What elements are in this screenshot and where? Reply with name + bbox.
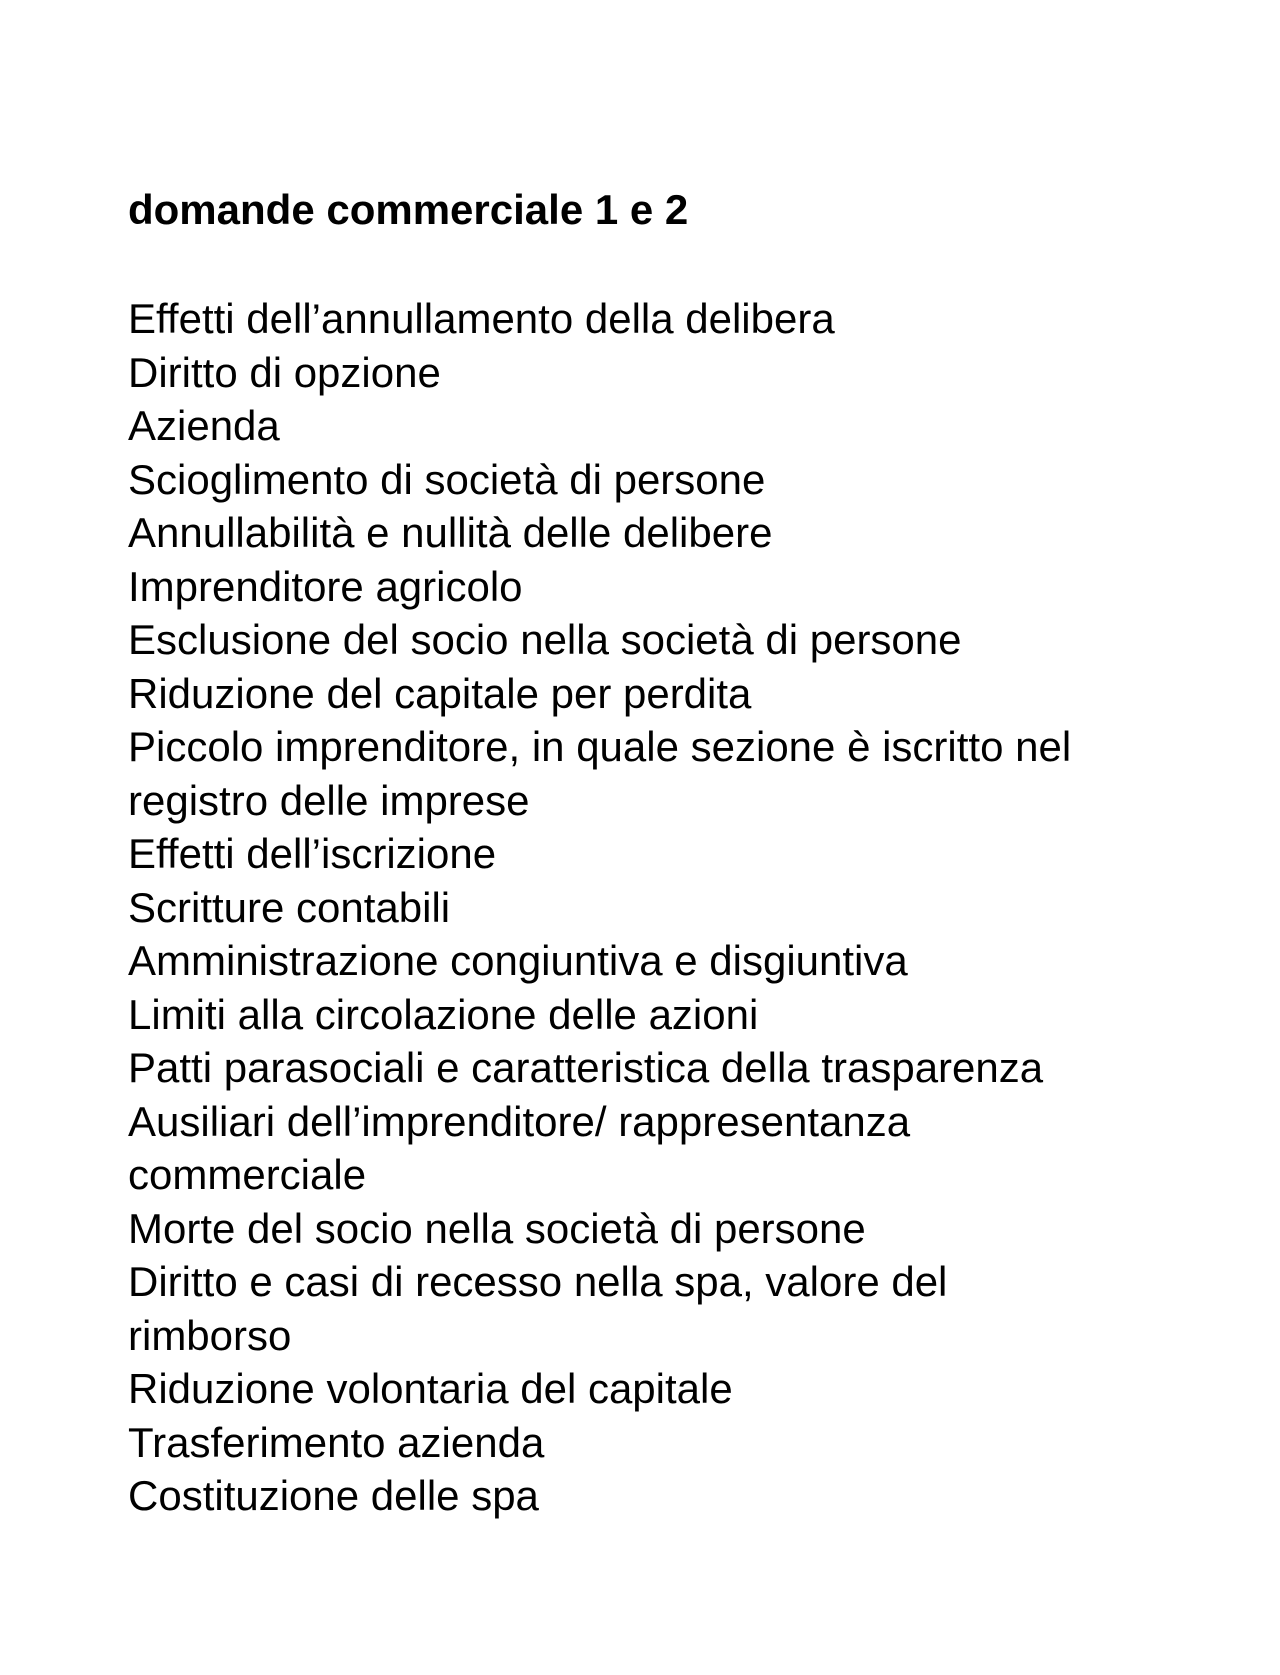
question-text: Trasferimento azienda: [128, 1418, 545, 1466]
question-item: [128, 1041, 1168, 1095]
question-item: [128, 934, 1168, 988]
question-item: [128, 1469, 1168, 1523]
document-title: domande commerciale 1 e 2: [128, 186, 689, 233]
question-text: Annullabilità e nullità delle delibere: [128, 509, 773, 556]
question-item: [128, 292, 1168, 346]
question-text: Esclusione del socio nella società di persone: [128, 616, 962, 663]
question-item: [128, 613, 1168, 667]
question-text: Costituzione delle spa: [128, 1472, 539, 1519]
question-text: Scioglimento di società di persone: [128, 455, 766, 503]
question-text: Amministrazione congiuntiva e disgiuntiva: [128, 937, 908, 984]
question-text: Effetti dell’annullamento della delibera: [128, 295, 835, 342]
question-item: [128, 667, 1168, 721]
question-text: Limiti alla circolazione delle azioni: [128, 990, 759, 1038]
question-list: [128, 292, 1168, 1523]
question-text: Diritto e casi di recesso nella spa, valore del: [128, 1258, 948, 1305]
question-text: Morte del socio nella società di persone: [128, 1204, 866, 1252]
question-item: [128, 827, 1168, 881]
question-item: [128, 506, 1168, 560]
question-text: Piccolo imprenditore, in quale sezione è iscritto nel: [128, 723, 1072, 770]
question-item: [128, 1202, 1168, 1256]
question-text: Riduzione volontaria del capitale: [128, 1365, 733, 1412]
question-item: [128, 346, 1168, 400]
question-item: [128, 1255, 1168, 1362]
question-text: Scritture contabili: [128, 883, 451, 931]
question-item: [128, 881, 1168, 935]
question-text-continuation: registro delle imprese: [128, 776, 530, 824]
question-item: [128, 988, 1168, 1042]
question-item: [128, 560, 1168, 614]
question-item: [128, 720, 1168, 827]
question-item: [128, 1416, 1168, 1470]
question-text: Effetti dell’iscrizione: [128, 830, 497, 877]
question-item: [128, 1095, 1168, 1202]
question-text: Riduzione del capitale per perdita: [128, 669, 752, 717]
question-item: [128, 399, 1168, 453]
question-item: [128, 1362, 1168, 1416]
question-text: Diritto di opzione: [128, 348, 441, 396]
question-text: Patti parasociali e caratteristica della trasparenza: [128, 1044, 1044, 1091]
question-text-continuation: rimborso: [128, 1311, 292, 1359]
question-text: Ausiliari dell’imprenditore/ rappresentanza: [128, 1097, 911, 1145]
question-text-continuation: commerciale: [128, 1151, 367, 1198]
question-text: Imprenditore agricolo: [128, 562, 523, 610]
question-item: [128, 453, 1168, 507]
question-text: Azienda: [128, 402, 280, 449]
